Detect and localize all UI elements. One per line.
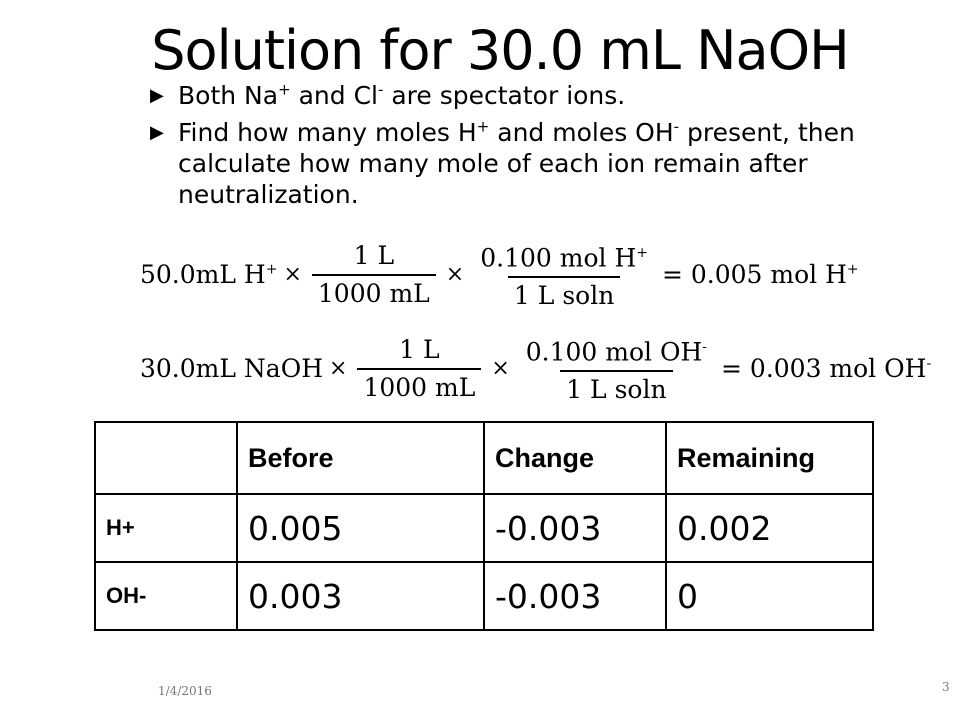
row-label: OH- <box>95 562 237 630</box>
bullet-list <box>150 80 930 216</box>
arrow-bullet-icon: ▶ <box>150 85 164 106</box>
multiply-sign: × <box>283 262 302 288</box>
equation-h-plus-moles <box>140 238 859 311</box>
eq-result: = 0.003 mol OH- <box>721 354 932 384</box>
fraction-molarity <box>520 332 713 405</box>
eq-start: 30.0mL NaOH <box>140 354 323 384</box>
table-cell-before: 0.005 <box>237 494 484 562</box>
multiply-sign: × <box>491 356 510 382</box>
table-row <box>95 562 873 630</box>
table-row <box>95 494 873 562</box>
table-header-cell: Before <box>237 422 484 494</box>
bullet-text: Find how many moles H+ and moles OH- present, then calculate how many mole of each ion remain after neutralization. <box>178 117 855 209</box>
fraction-denominator: 1 L soln <box>508 276 620 311</box>
slide-title: Solution for 30.0 mL NaOH <box>151 19 849 82</box>
footer-date: 1/4/2016 <box>158 684 212 698</box>
table-cell-remaining: 0.002 <box>666 494 873 562</box>
table-cell-remaining: 0 <box>666 562 873 630</box>
row-label: H+ <box>95 494 237 562</box>
fraction-numerator: 0.100 mol H+ <box>480 243 648 273</box>
fraction-liters <box>357 335 481 403</box>
fraction-denominator: 1000 mL <box>312 274 436 309</box>
table-cell-change: -0.003 <box>484 494 666 562</box>
fraction-liters <box>312 241 436 309</box>
fraction-numerator: 1 L <box>399 334 440 364</box>
arrow-bullet-icon: ▶ <box>150 122 164 143</box>
table-header-cell <box>95 422 237 494</box>
eq-result: = 0.005 mol H+ <box>662 260 859 290</box>
multiply-sign: × <box>445 262 465 288</box>
table-cell-before: 0.003 <box>237 562 484 630</box>
fraction-numerator: 1 L <box>353 240 395 270</box>
page-number: 3 <box>942 680 950 694</box>
bullet-item-spectator-ions <box>150 80 930 111</box>
bullet-text: Both Na+ and Cl- are spectator ions. <box>178 80 626 110</box>
fraction-molarity <box>474 238 654 311</box>
multiply-sign: × <box>329 356 348 382</box>
bullet-item-find-moles <box>150 117 930 210</box>
equation-oh-minus-moles <box>140 332 931 405</box>
table-header-row <box>95 422 873 494</box>
fraction-denominator: 1000 mL <box>357 368 481 403</box>
table-header-cell: Remaining <box>666 422 873 494</box>
table-cell-change: -0.003 <box>484 562 666 630</box>
eq-start: 50.0mL H+ <box>140 260 278 290</box>
fraction-numerator: 0.100 mol OH- <box>525 337 708 367</box>
table-header-cell: Change <box>484 422 666 494</box>
ice-table <box>94 421 874 631</box>
fraction-denominator: 1 L soln <box>560 370 672 405</box>
